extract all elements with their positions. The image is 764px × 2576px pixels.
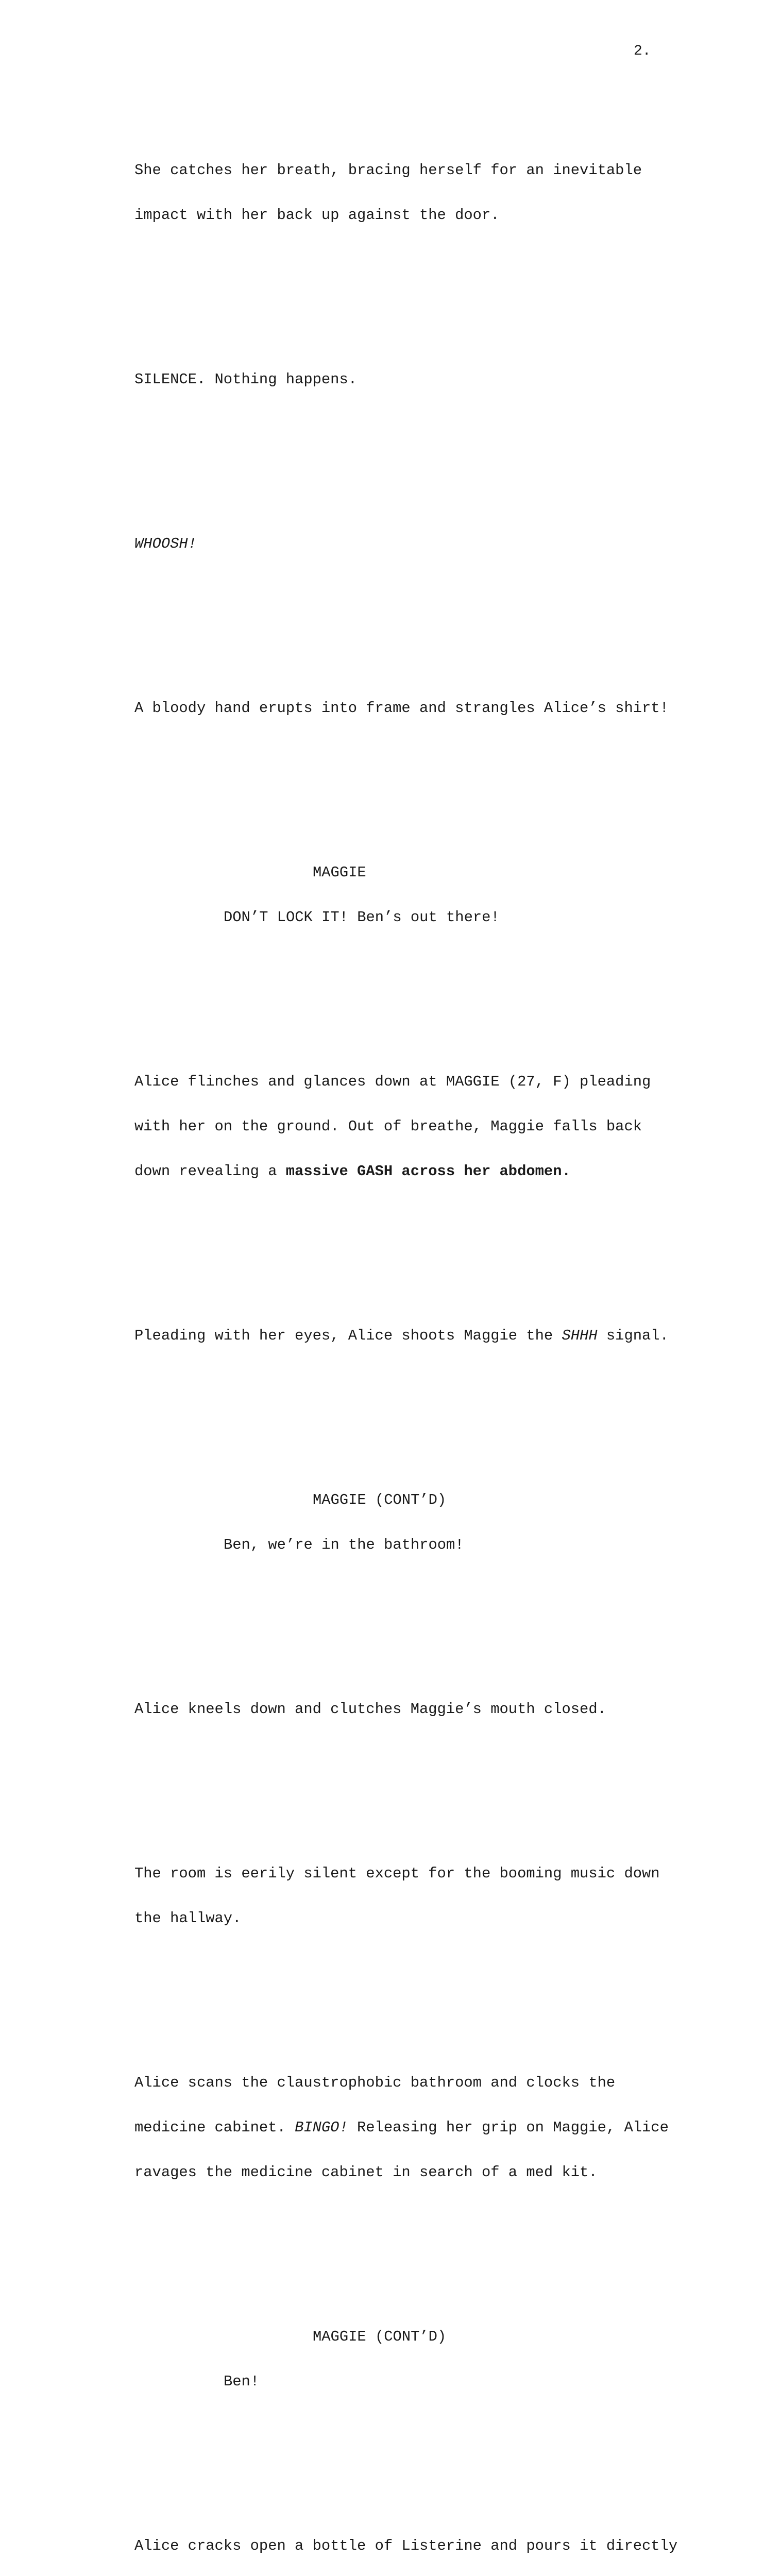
paragraph-gap xyxy=(134,1986,691,2001)
action-text: Releasing her grip on Maggie, Alice xyxy=(348,2119,669,2136)
paragraph-gap xyxy=(134,1403,691,1418)
sound-effect xyxy=(134,506,691,581)
action-paragraph xyxy=(134,671,691,745)
action-paragraph xyxy=(134,1044,691,1209)
action-line: with her on the ground. Out of breathe, Maggie falls back xyxy=(134,1118,642,1135)
emphasis-italic: BINGO! xyxy=(295,2119,348,2136)
paragraph-gap xyxy=(134,1612,691,1627)
action-line: ravages the medicine cabinet in search of a med kit. xyxy=(134,2164,598,2181)
script-body xyxy=(134,88,691,2576)
action-line: SILENCE. Nothing happens. xyxy=(134,371,358,388)
action-line xyxy=(134,1328,691,1343)
paragraph-gap xyxy=(134,611,691,626)
character-cue: MAGGIE (CONT’D) xyxy=(313,1492,447,1509)
action-line: Alice cracks open a bottle of Listerine and pours it directly xyxy=(134,2537,678,2554)
action-line: Alice scans the claustrophobic bathroom and clocks the xyxy=(134,2074,616,2091)
action-paragraph xyxy=(134,1298,691,1373)
character-cue: MAGGIE xyxy=(313,864,366,881)
paragraph-gap xyxy=(134,282,691,297)
character-cue: MAGGIE (CONT’D) xyxy=(313,2328,447,2345)
action-paragraph xyxy=(134,342,691,417)
action-line: WHOOSH! xyxy=(134,535,197,552)
dialogue-block xyxy=(134,1463,691,1582)
emphasis-bold: massive GASH across her abdomen. xyxy=(285,1163,571,1180)
action-line: Alice flinches and glances down at MAGGIE (27, F) pleading xyxy=(134,1073,651,1090)
action-paragraph xyxy=(134,2045,691,2210)
page-number: 2. xyxy=(634,43,651,59)
dialogue-line: Ben, we’re in the bathroom! xyxy=(224,1536,464,1553)
action-line xyxy=(134,2120,691,2135)
action-paragraph xyxy=(134,1836,691,1956)
dialogue-line: Ben! xyxy=(224,2373,260,2390)
paragraph-gap xyxy=(134,1776,691,1791)
action-paragraph xyxy=(134,1672,691,1747)
action-paragraph xyxy=(134,2509,691,2576)
action-line: A bloody hand erupts into frame and strangles Alice’s shirt! xyxy=(134,700,669,717)
action-line: She catches her breath, bracing herself for an inevitable xyxy=(134,162,642,179)
paragraph-gap xyxy=(134,985,691,999)
action-text: Pleading with her eyes, Alice shoots Maggie the xyxy=(134,1327,562,1344)
emphasis-italic: SHHH xyxy=(562,1327,598,1344)
action-line xyxy=(134,1164,691,1179)
dialogue-block xyxy=(134,835,691,955)
dialogue-block xyxy=(134,2299,691,2419)
paragraph-gap xyxy=(134,2449,691,2464)
paragraph-gap xyxy=(134,2240,691,2255)
action-paragraph xyxy=(134,133,691,252)
action-line: The room is eerily silent except for the booming music down xyxy=(134,1865,660,1882)
action-line: the hallway. xyxy=(134,1910,242,1927)
paragraph-gap xyxy=(134,1239,691,1253)
dialogue-line: DON’T LOCK IT! Ben’s out there! xyxy=(224,909,500,926)
paragraph-gap xyxy=(134,775,691,790)
action-text: signal. xyxy=(597,1327,669,1344)
action-line: Alice kneels down and clutches Maggie’s mouth closed. xyxy=(134,1701,606,1718)
action-text: medicine cabinet. xyxy=(134,2119,295,2136)
action-text: down revealing a xyxy=(134,1163,286,1180)
paragraph-gap xyxy=(134,447,691,462)
action-line: impact with her back up against the door. xyxy=(134,207,500,224)
